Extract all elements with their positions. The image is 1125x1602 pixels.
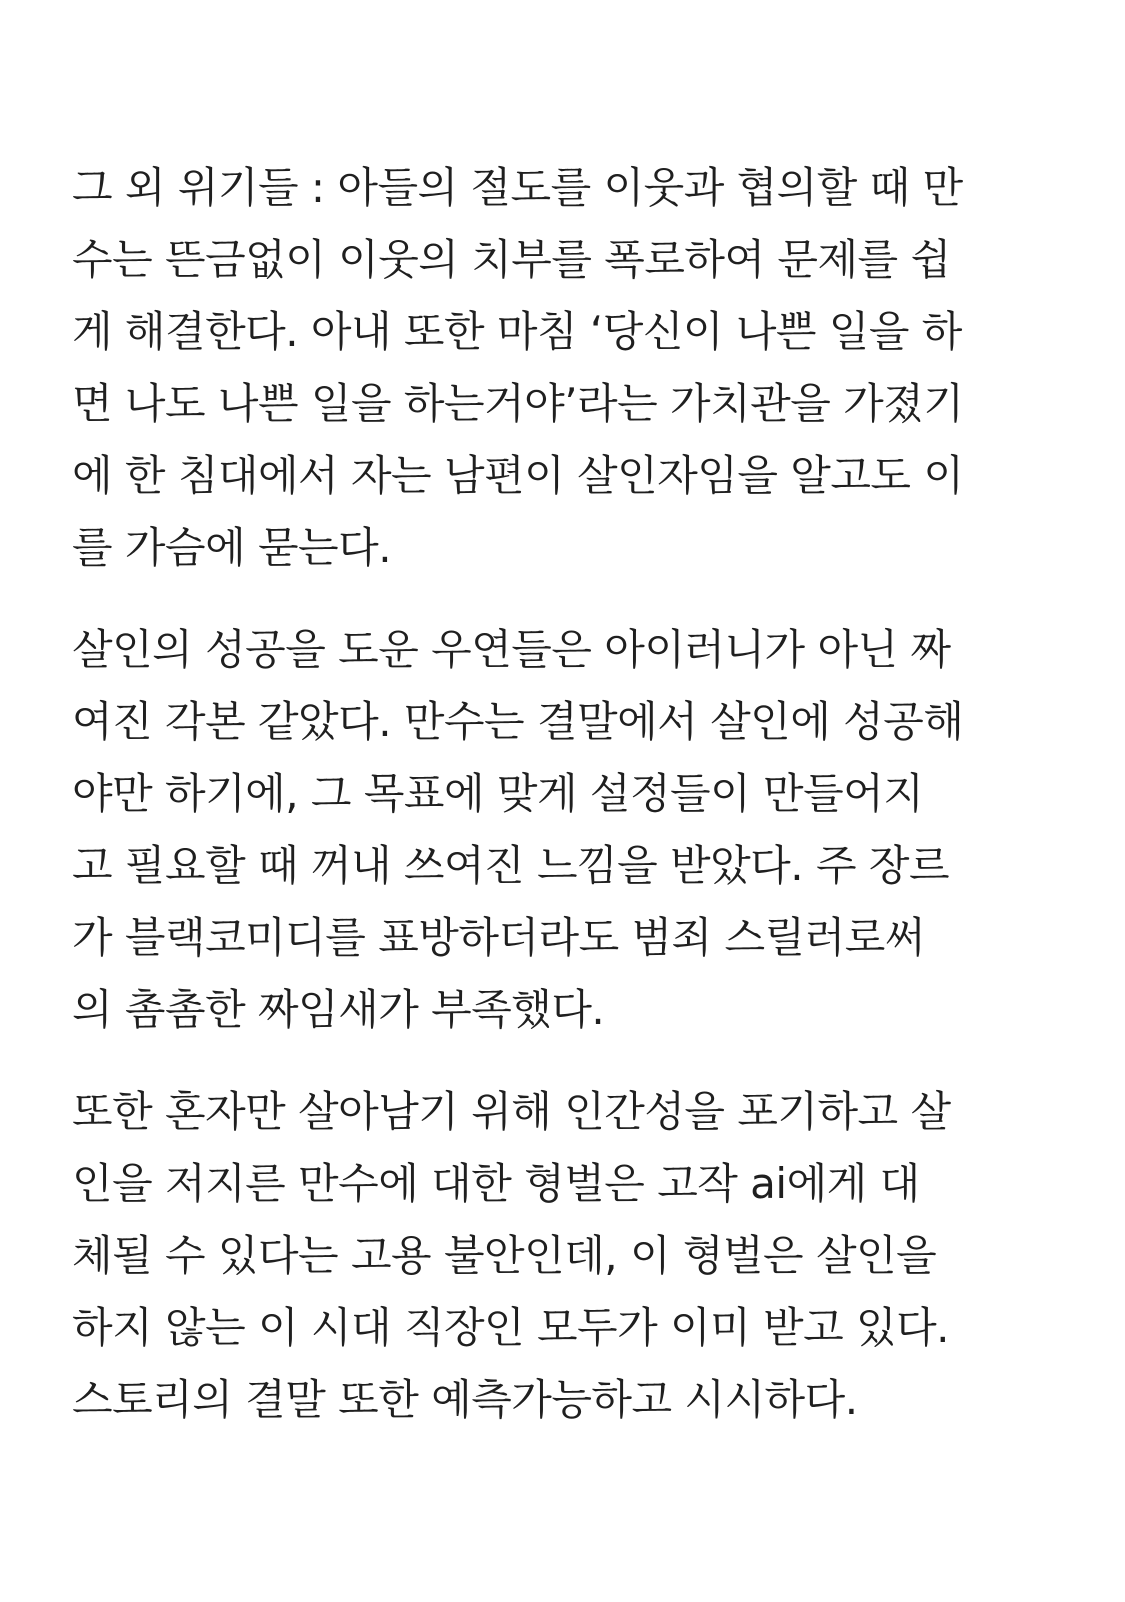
text-line: 면 나도 나쁜 일을 하는거야’라는 가치관을 가졌기 (72, 379, 964, 428)
text-line: 하지 않는 이 시대 직장인 모두가 이미 받고 있다. (72, 1303, 950, 1352)
paragraph-2 (72, 614, 1052, 1046)
text-line: 수는 뜬금없이 이웃의 치부를 폭로하여 문제를 쉽 (72, 235, 951, 284)
text-line: 인을 저지른 만수에 대한 형벌은 고작 ai에게 대 (72, 1159, 920, 1208)
text-line: 를 가슴에 묻는다. (72, 523, 392, 572)
text-line: 에 한 침대에서 자는 남편이 살인자임을 알고도 이 (72, 451, 964, 500)
text-line: 스토리의 결말 또한 예측가능하고 시시하다. (72, 1375, 858, 1424)
text-line: 의 촘촘한 짜임새가 부족했다. (72, 985, 605, 1034)
text-line: 고 필요할 때 꺼내 쓰여진 느낌을 받았다. 주 장르 (72, 841, 950, 890)
text-line: 야만 하기에, 그 목표에 맞게 설정들이 만들어지 (72, 769, 924, 818)
paragraph-3 (72, 1076, 1052, 1436)
text-line: 여진 각본 같았다. 만수는 결말에서 살인에 성공해 (72, 697, 964, 746)
text-line: 살인의 성공을 도운 우연들은 아이러니가 아닌 짜 (72, 625, 951, 674)
article-body (72, 152, 1052, 1466)
paragraph-1 (72, 152, 1052, 584)
text-line: 그 외 위기들 : 아들의 절도를 이웃과 협의할 때 만 (72, 163, 963, 212)
text-line: 체될 수 있다는 고용 불안인데, 이 형벌은 살인을 (72, 1231, 937, 1280)
text-line: 가 블랙코미디를 표방하더라도 범죄 스릴러로써 (72, 913, 925, 962)
text-line: 게 해결한다. 아내 또한 마침 ‘당신이 나쁜 일을 하 (72, 307, 962, 356)
text-line: 또한 혼자만 살아남기 위해 인간성을 포기하고 살 (72, 1087, 951, 1136)
